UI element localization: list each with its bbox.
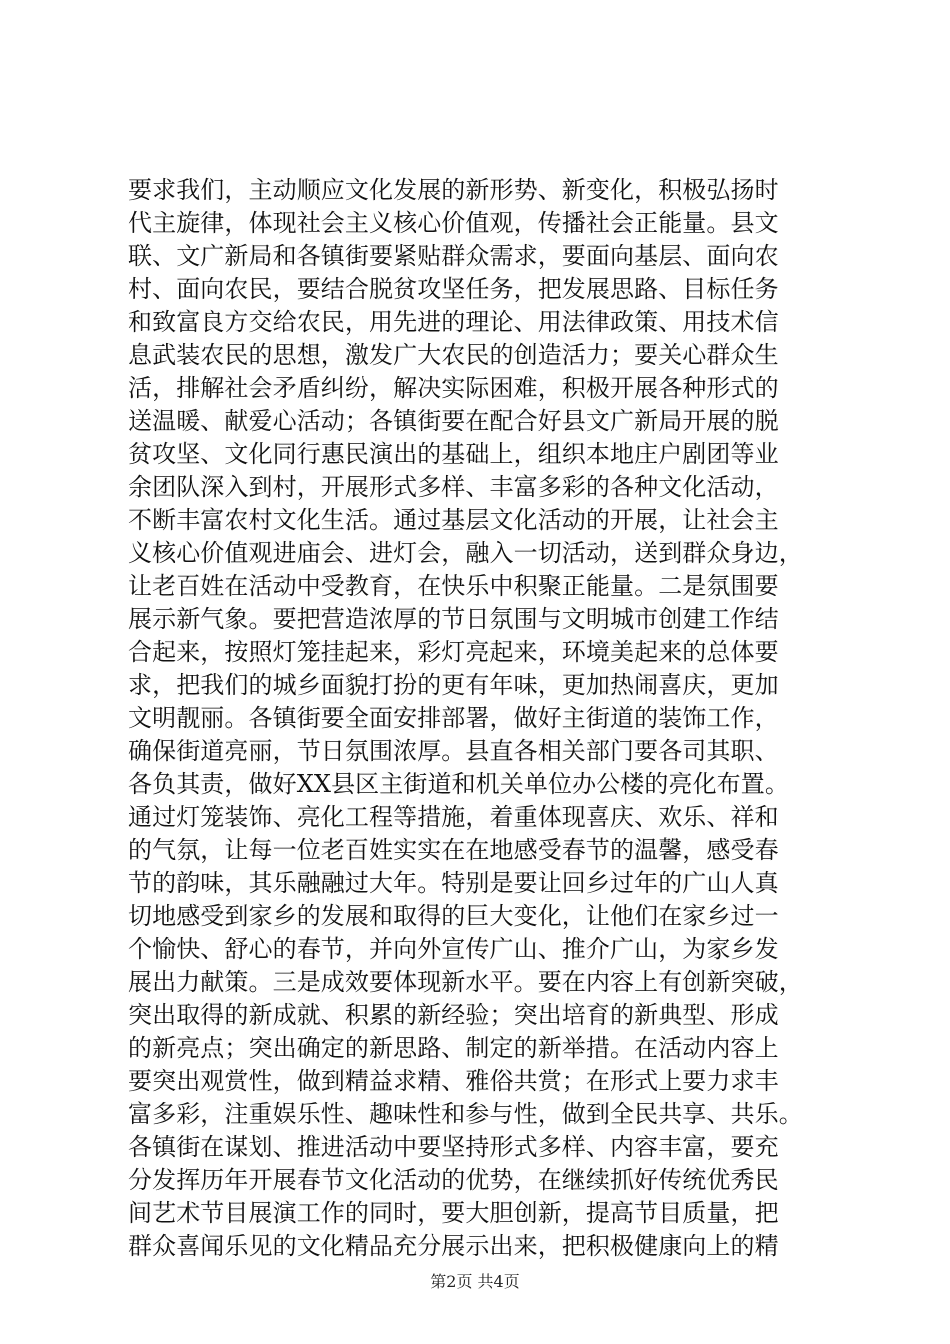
text-line: 各负其责，做好XX县区主街道和机关单位办公楼的亮化布置。: [128, 770, 789, 798]
text-line: 展出力献策。三是成效要体现新水平。要在内容上有创新突破，: [128, 968, 803, 996]
body-text: [128, 174, 848, 1263]
text-line: 的新亮点；突出确定的新思路、制定的新举措。在活动内容上: [128, 1034, 779, 1062]
text-line: 贫攻坚、文化同行惠民演出的基础上，组织本地庄户剧团等业: [128, 440, 779, 468]
text-line: 代主旋律，体现社会主义核心价值观，传播社会正能量。县文: [128, 209, 779, 237]
text-line: 分发挥历年开展春节文化活动的优势，在继续抓好传统优秀民: [128, 1166, 779, 1194]
text-line: 要求我们，主动顺应文化发展的新形势、新变化，积极弘扬时: [128, 176, 779, 204]
text-line: 和致富良方交给农民，用先进的理论、用法律政策、用技术信: [128, 308, 779, 336]
text-line: 通过灯笼装饰、亮化工程等措施，着重体现喜庆、欢乐、祥和: [128, 803, 779, 831]
text-line: 求，把我们的城乡面貌打扮的更有年味，更加热闹喜庆，更加: [128, 671, 779, 699]
text-line: 余团队深入到村，开展形式多样、丰富多彩的各种文化活动，: [128, 473, 779, 501]
text-line: 间艺术节目展演工作的同时，要大胆创新，提高节目质量，把: [128, 1199, 779, 1227]
text-line: 村、面向农民，要结合脱贫攻坚任务，把发展思路、目标任务: [128, 275, 779, 303]
text-line: 切地感受到家乡的发展和取得的巨大变化，让他们在家乡过一: [128, 902, 779, 930]
text-line: 送温暖、献爱心活动；各镇街要在配合好县文广新局开展的脱: [128, 407, 779, 435]
text-line: 的气氛，让每一位老百姓实实在在地感受春节的温馨，感受春: [128, 836, 779, 864]
text-line: 让老百姓在活动中受教育，在快乐中积聚正能量。二是氛围要: [128, 572, 779, 600]
text-line: 展示新气象。要把营造浓厚的节日氛围与文明城市创建工作结: [128, 605, 779, 633]
text-line: 不断丰富农村文化生活。通过基层文化活动的开展，让社会主: [128, 506, 779, 534]
text-line: 突出取得的新成就、积累的新经验；突出培育的新典型、形成: [128, 1001, 779, 1029]
text-line: 义核心价值观进庙会、进灯会，融入一切活动，送到群众身边，: [128, 539, 803, 567]
text-line: 个愉快、舒心的春节，并向外宣传广山、推介广山，为家乡发: [128, 935, 779, 963]
page-footer: 第2页 共4页: [430, 1272, 520, 1291]
text-line: 联、文广新局和各镇街要紧贴群众需求，要面向基层、面向农: [128, 242, 779, 270]
text-line: 文明靓丽。各镇街要全面安排部署，做好主街道的装饰工作，: [128, 704, 779, 732]
text-line: 要突出观赏性，做到精益求精、雅俗共赏；在形式上要力求丰: [128, 1067, 779, 1095]
text-line: 合起来，按照灯笼挂起来，彩灯亮起来，环境美起来的总体要: [128, 638, 779, 666]
text-line: 节的韵味，其乐融融过大年。特别是要让回乡过年的广山人真: [128, 869, 779, 897]
text-line: 活，排解社会矛盾纠纷，解决实际困难，积极开展各种形式的: [128, 374, 779, 402]
text-line: 息武装农民的思想，激发广大农民的创造活力；要关心群众生: [128, 341, 779, 369]
text-line: 富多彩，注重娱乐性、趣味性和参与性，做到全民共享、共乐。: [128, 1100, 803, 1128]
text-line: 确保街道亮丽，节日氛围浓厚。县直各相关部门要各司其职、: [128, 737, 779, 765]
text-line: 群众喜闻乐见的文化精品充分展示出来，把积极健康向上的精: [128, 1232, 779, 1260]
text-line: 各镇街在谋划、推进活动中要坚持形式多样、内容丰富，要充: [128, 1133, 779, 1161]
